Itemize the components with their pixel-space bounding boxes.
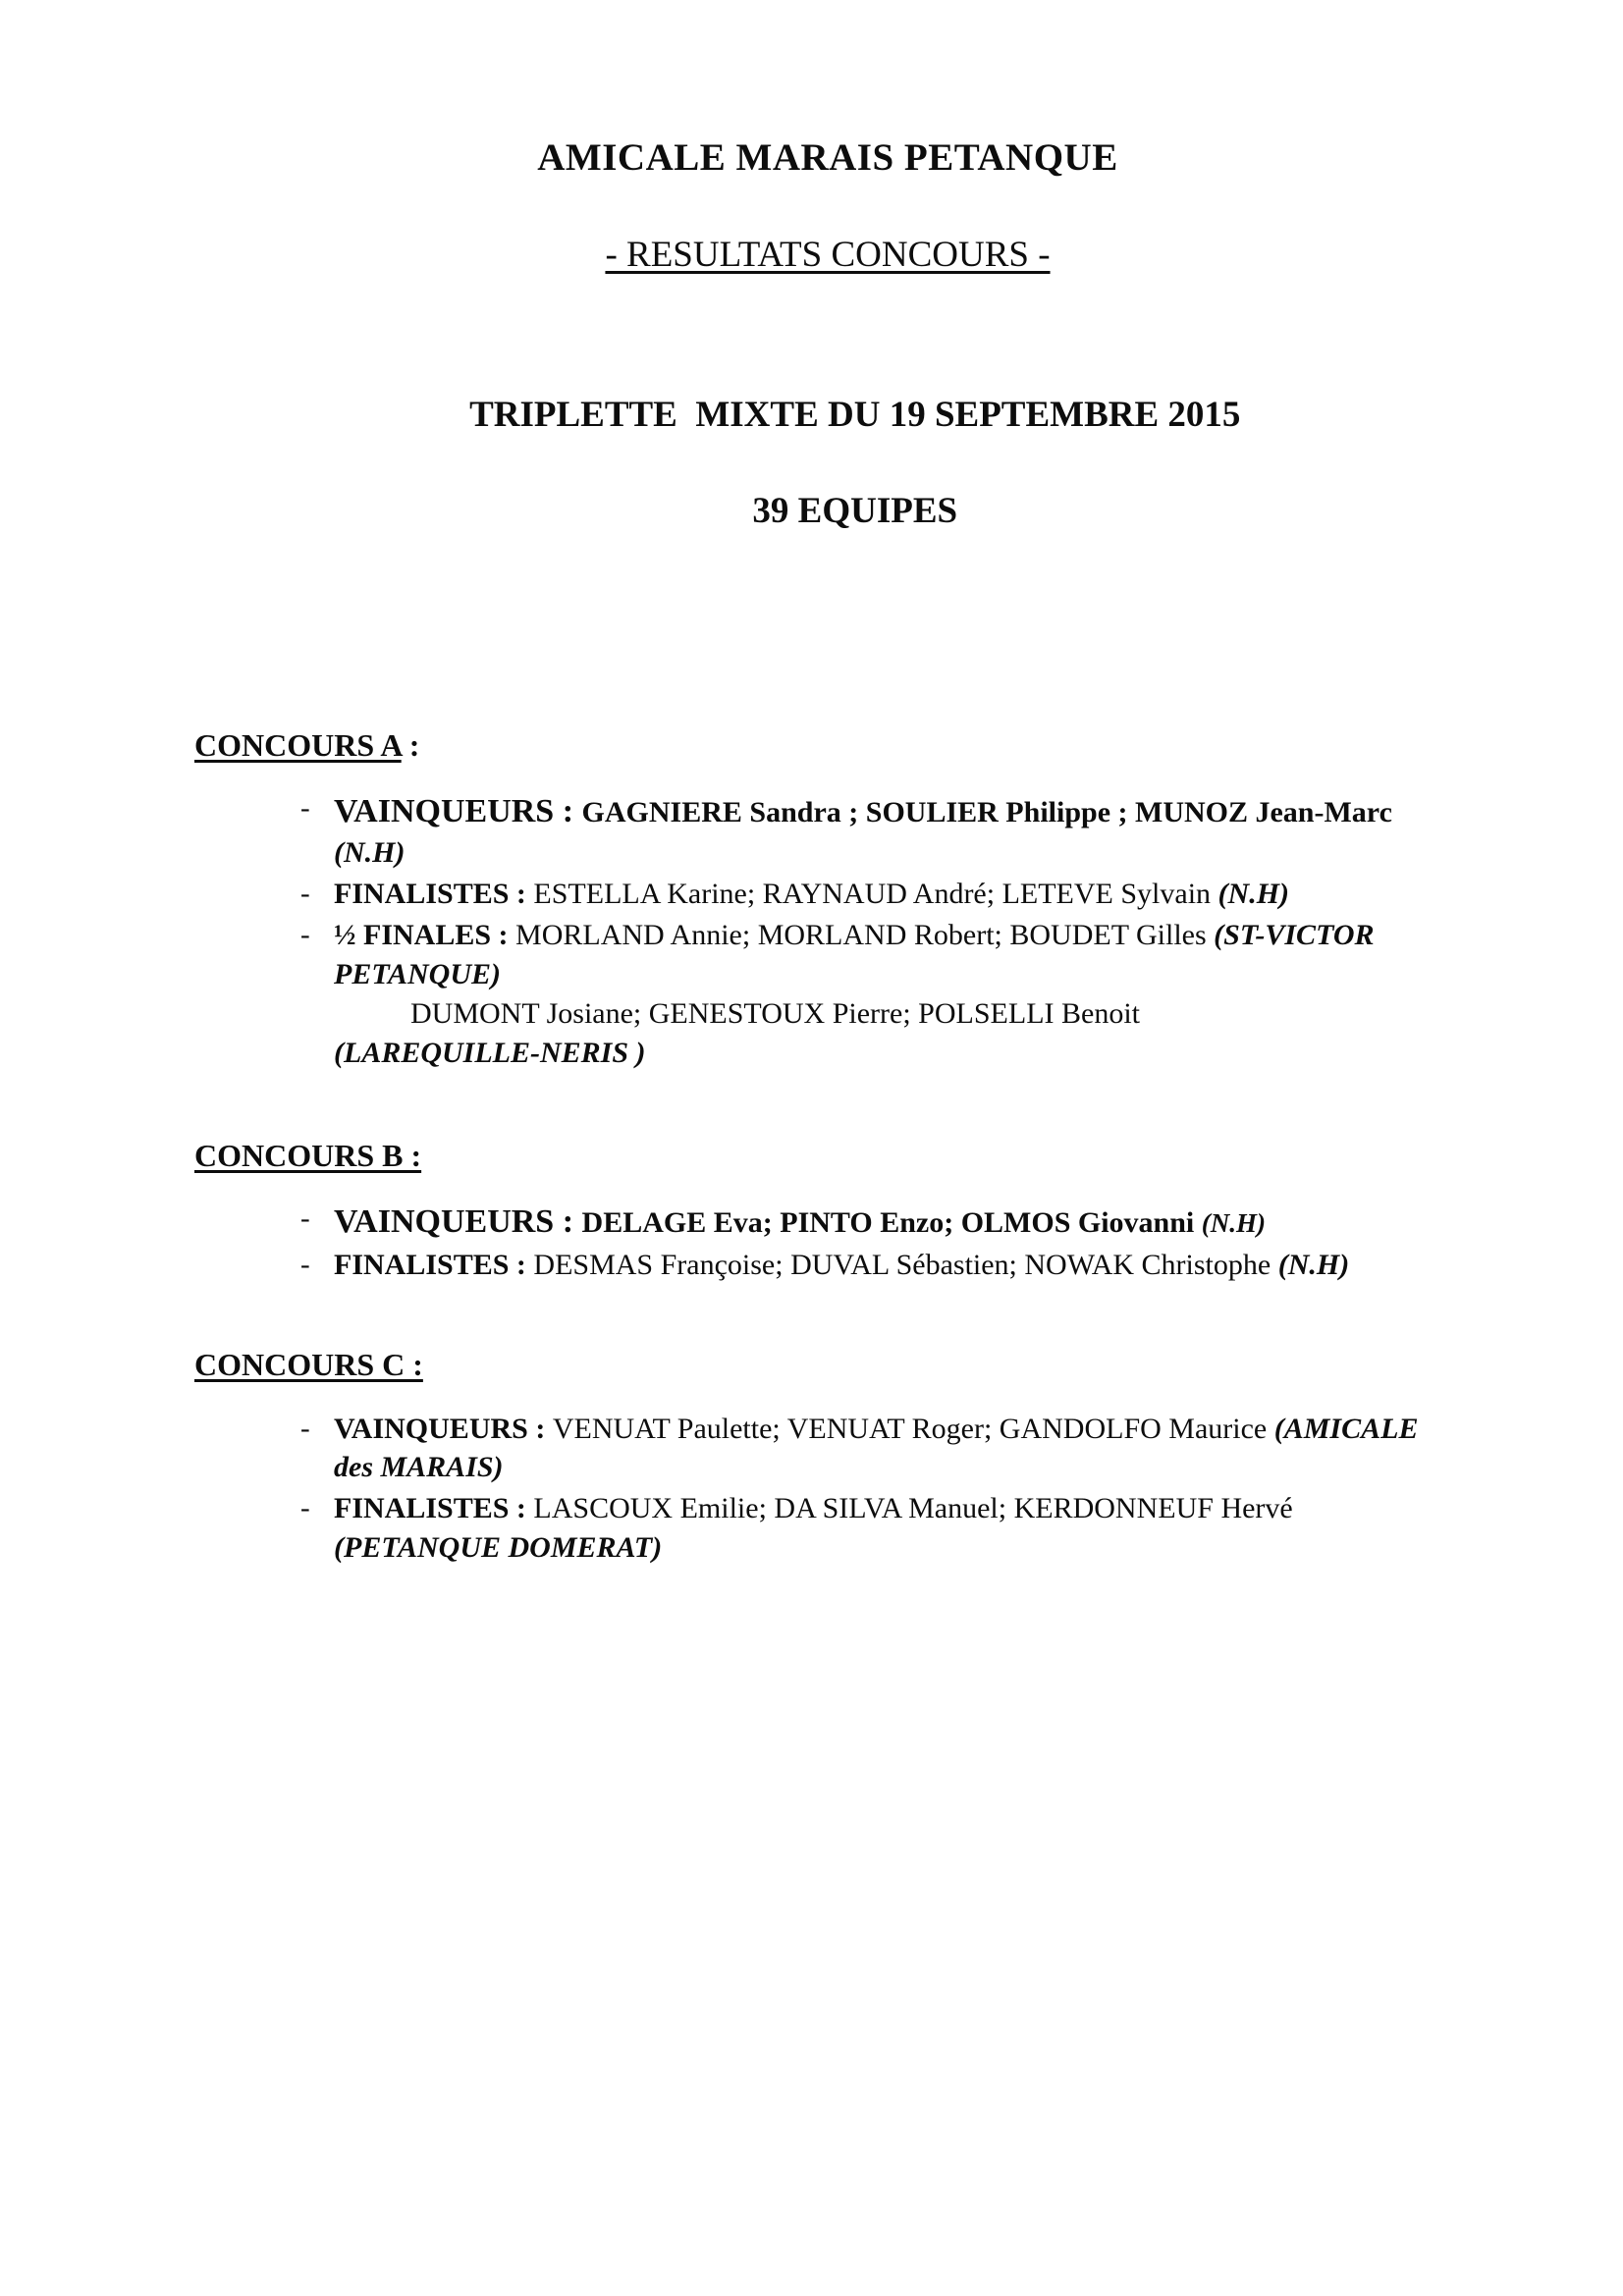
entry-club: (PETANQUE DOMERAT): [334, 1531, 663, 1565]
page-title: AMICALE MARAIS PETANQUE: [537, 136, 1118, 179]
entry-club: (N.H): [334, 836, 406, 870]
entry-names: DESMAS Françoise; DUVAL Sébastien; NOWAK Christophe: [533, 1249, 1278, 1282]
entry-separator: :: [491, 919, 516, 952]
bullet-dash: -: [300, 1492, 310, 1524]
list-item: [194, 875, 1461, 914]
list-item: [194, 1410, 1461, 1488]
bullet-dash: -: [300, 1412, 310, 1444]
entry-label: FINALISTES: [334, 1249, 510, 1282]
entry-separator: :: [509, 1492, 534, 1525]
list-item: [194, 916, 1461, 1073]
bullet-dash: -: [300, 1202, 310, 1235]
section-heading-concours-b: [194, 1075, 1461, 1174]
entry-names: DELAGE Eva; PINTO Enzo; OLMOS Giovanni: [581, 1206, 1202, 1240]
section-heading-concours-c: [194, 1287, 1461, 1383]
results-list-concours-b: [194, 1174, 1461, 1285]
entry-separator: :: [554, 1203, 582, 1241]
event-heading: [194, 276, 1461, 584]
bullet-dash: -: [300, 919, 310, 951]
event-line-1: TRIPLETTE MIXTE DU 19 SEPTEMBRE 2015: [469, 395, 1241, 436]
entry-label: VAINQUEURS: [334, 1412, 528, 1445]
entry-club: (N.H): [1201, 1208, 1266, 1239]
section-heading-concours-a-suffix: :: [401, 726, 420, 763]
section-heading-concours-a: [194, 584, 1461, 764]
entry-separator: :: [509, 878, 534, 911]
list-item: [194, 1246, 1461, 1285]
entry-secondary-line: [334, 994, 1461, 1034]
document-subtitle: [194, 180, 1461, 276]
section-heading-concours-b-label: CONCOURS B :: [194, 1137, 422, 1173]
document-subtitle-text: - RESULTATS CONCOURS -: [605, 234, 1051, 275]
section-heading-concours-a-label: CONCOURS A: [194, 726, 402, 763]
bullet-dash: -: [300, 1249, 310, 1281]
entry-separator: :: [554, 793, 582, 830]
results-list-concours-c: [194, 1384, 1461, 1569]
entry-label: FINALISTES: [334, 1492, 510, 1525]
event-line-2: 39 EQUIPES: [752, 491, 958, 532]
entry-club: (ST-VICTOR PETANQUE): [334, 919, 1375, 990]
entry-names: ESTELLA Karine; RAYNAUD André; LETEVE Sylvain: [533, 878, 1218, 911]
entry-club: (N.H): [1217, 878, 1290, 911]
list-item: [194, 1200, 1461, 1244]
bullet-dash: -: [300, 878, 310, 910]
document-content: [194, 0, 1461, 1570]
list-item: [194, 1489, 1461, 1568]
entry-separator: :: [527, 1412, 553, 1445]
entry-names: GAGNIERE Sandra ; SOULIER Philippe ; MUNOZ Jean-Marc: [581, 796, 1392, 829]
entry-names: LASCOUX Emilie; DA SILVA Manuel; KERDONNEUF Hervé: [533, 1492, 1293, 1525]
entry-names-secondary: DUMONT Josiane; GENESTOUX Pierre; POLSELLI Benoit: [410, 996, 1140, 1030]
entry-label: ½ FINALES: [334, 919, 492, 952]
section-heading-concours-c-label: CONCOURS C :: [194, 1347, 423, 1383]
entry-names: VENUAT Paulette; VENUAT Roger; GANDOLFO Maurice: [552, 1412, 1274, 1445]
results-list-concours-a: [194, 764, 1461, 1073]
entry-club-secondary: (LAREQUILLE-NERIS ): [334, 1036, 646, 1069]
entry-label: VAINQUEURS: [334, 1203, 555, 1241]
entry-label: FINALISTES: [334, 878, 510, 911]
entry-club: (AMICALE des MARAIS): [334, 1412, 1419, 1484]
entry-names: MORLAND Annie; MORLAND Robert; BOUDET Gilles: [515, 919, 1215, 952]
entry-separator: :: [509, 1249, 534, 1282]
bullet-dash: -: [300, 792, 310, 825]
list-item: [194, 789, 1461, 873]
entry-label: VAINQUEURS: [334, 793, 555, 830]
entry-club: (N.H): [1277, 1249, 1350, 1282]
